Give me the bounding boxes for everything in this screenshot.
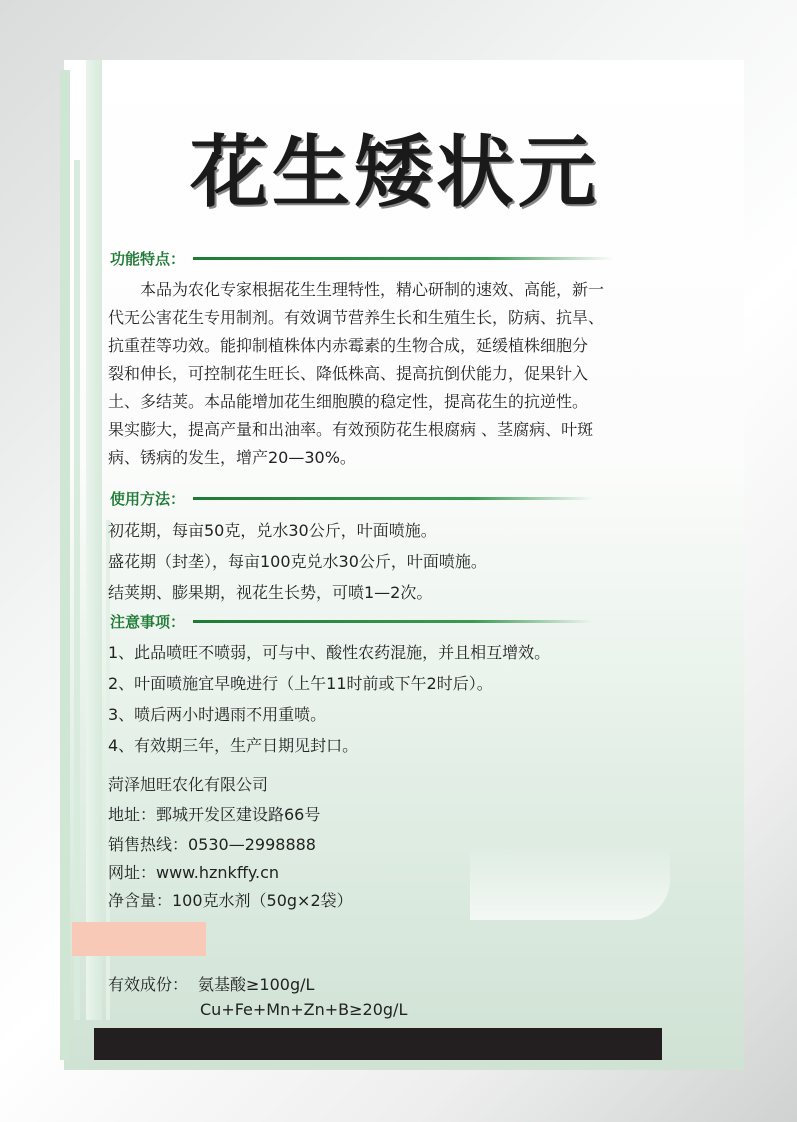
notes-line: 3、喷后两小时遇雨不用重喷。 bbox=[108, 705, 327, 724]
ingredients-label: 有效成份： bbox=[108, 975, 189, 994]
features-line: 本品为农化专家根据花生生理特性，精心研制的速效、高能，新一 bbox=[108, 280, 605, 299]
usage-line: 初花期，每亩50克，兑水30公斤，叶面喷施。 bbox=[108, 521, 437, 540]
company-name: 菏泽旭旺农化有限公司 bbox=[108, 775, 269, 794]
product-title: 花生矮状元 bbox=[190, 127, 601, 218]
notes-rule bbox=[193, 620, 593, 623]
website: 网址：www.hznkffy.cn bbox=[108, 863, 280, 882]
decor-stripe-2 bbox=[74, 160, 80, 1020]
notes-heading bbox=[110, 611, 593, 632]
ingredients-amino: 氨基酸≥100g/L bbox=[198, 975, 315, 994]
bottom-bar bbox=[94, 1028, 662, 1060]
features-line: 抗重茬等功效。能抑制植株体内赤霉素的生物合成，延缓植株细胞分 bbox=[108, 336, 589, 355]
features-paragraph bbox=[108, 276, 688, 472]
decor-stripe-3 bbox=[86, 60, 102, 1020]
usage-rule bbox=[193, 497, 593, 500]
sales-hotline: 销售热线：0530—2998888 bbox=[108, 835, 316, 854]
features-line: 果实膨大，提高产量和出油率。有效预防花生根腐病 、茎腐病、叶斑 bbox=[108, 420, 594, 439]
pink-block bbox=[72, 922, 206, 956]
decor-glow bbox=[470, 840, 670, 920]
usage-line: 盛花期（封垄），每亩100克兑水30公斤，叶面喷施。 bbox=[108, 552, 487, 571]
features-heading-text: 功能特点： bbox=[110, 250, 186, 268]
features-rule bbox=[193, 257, 613, 260]
notes-line: 1、此品喷旺不喷弱，可与中、酸性农药混施，并且相互增效。 bbox=[108, 643, 551, 662]
notes-line: 2、叶面喷施宜早晚进行（上午11时前或下午2时后）。 bbox=[108, 674, 493, 693]
notes-line: 4、有效期三年，生产日期见封口。 bbox=[108, 736, 359, 755]
usage-heading-text: 使用方法： bbox=[110, 490, 186, 508]
decor-stripe-1 bbox=[60, 70, 70, 1060]
features-line: 病、锈病的发生，增产20—30%。 bbox=[108, 448, 356, 467]
usage-heading bbox=[110, 488, 593, 509]
features-line: 土、多结荚。本品能增加花生细胞膜的稳定性，提高花生的抗逆性。 bbox=[108, 392, 589, 411]
net-content: 净含量：100克水剂（50g×2袋） bbox=[108, 891, 353, 910]
company-address: 地址：鄄城开发区建设路66号 bbox=[108, 805, 321, 824]
features-line: 裂和伸长，可控制花生旺长、降低株高、提高抗倒伏能力，促果针入 bbox=[108, 364, 589, 383]
features-heading bbox=[110, 248, 613, 269]
ingredients-minerals: Cu+Fe+Mn+Zn+B≥20g/L bbox=[200, 1000, 408, 1019]
features-line: 代无公害花生专用制剂。有效调节营养生长和生殖生长，防病、抗旱、 bbox=[108, 308, 605, 327]
notes-heading-text: 注意事项： bbox=[110, 613, 186, 631]
usage-line: 结荚期、膨果期，视花生长势，可喷1—2次。 bbox=[108, 583, 433, 602]
